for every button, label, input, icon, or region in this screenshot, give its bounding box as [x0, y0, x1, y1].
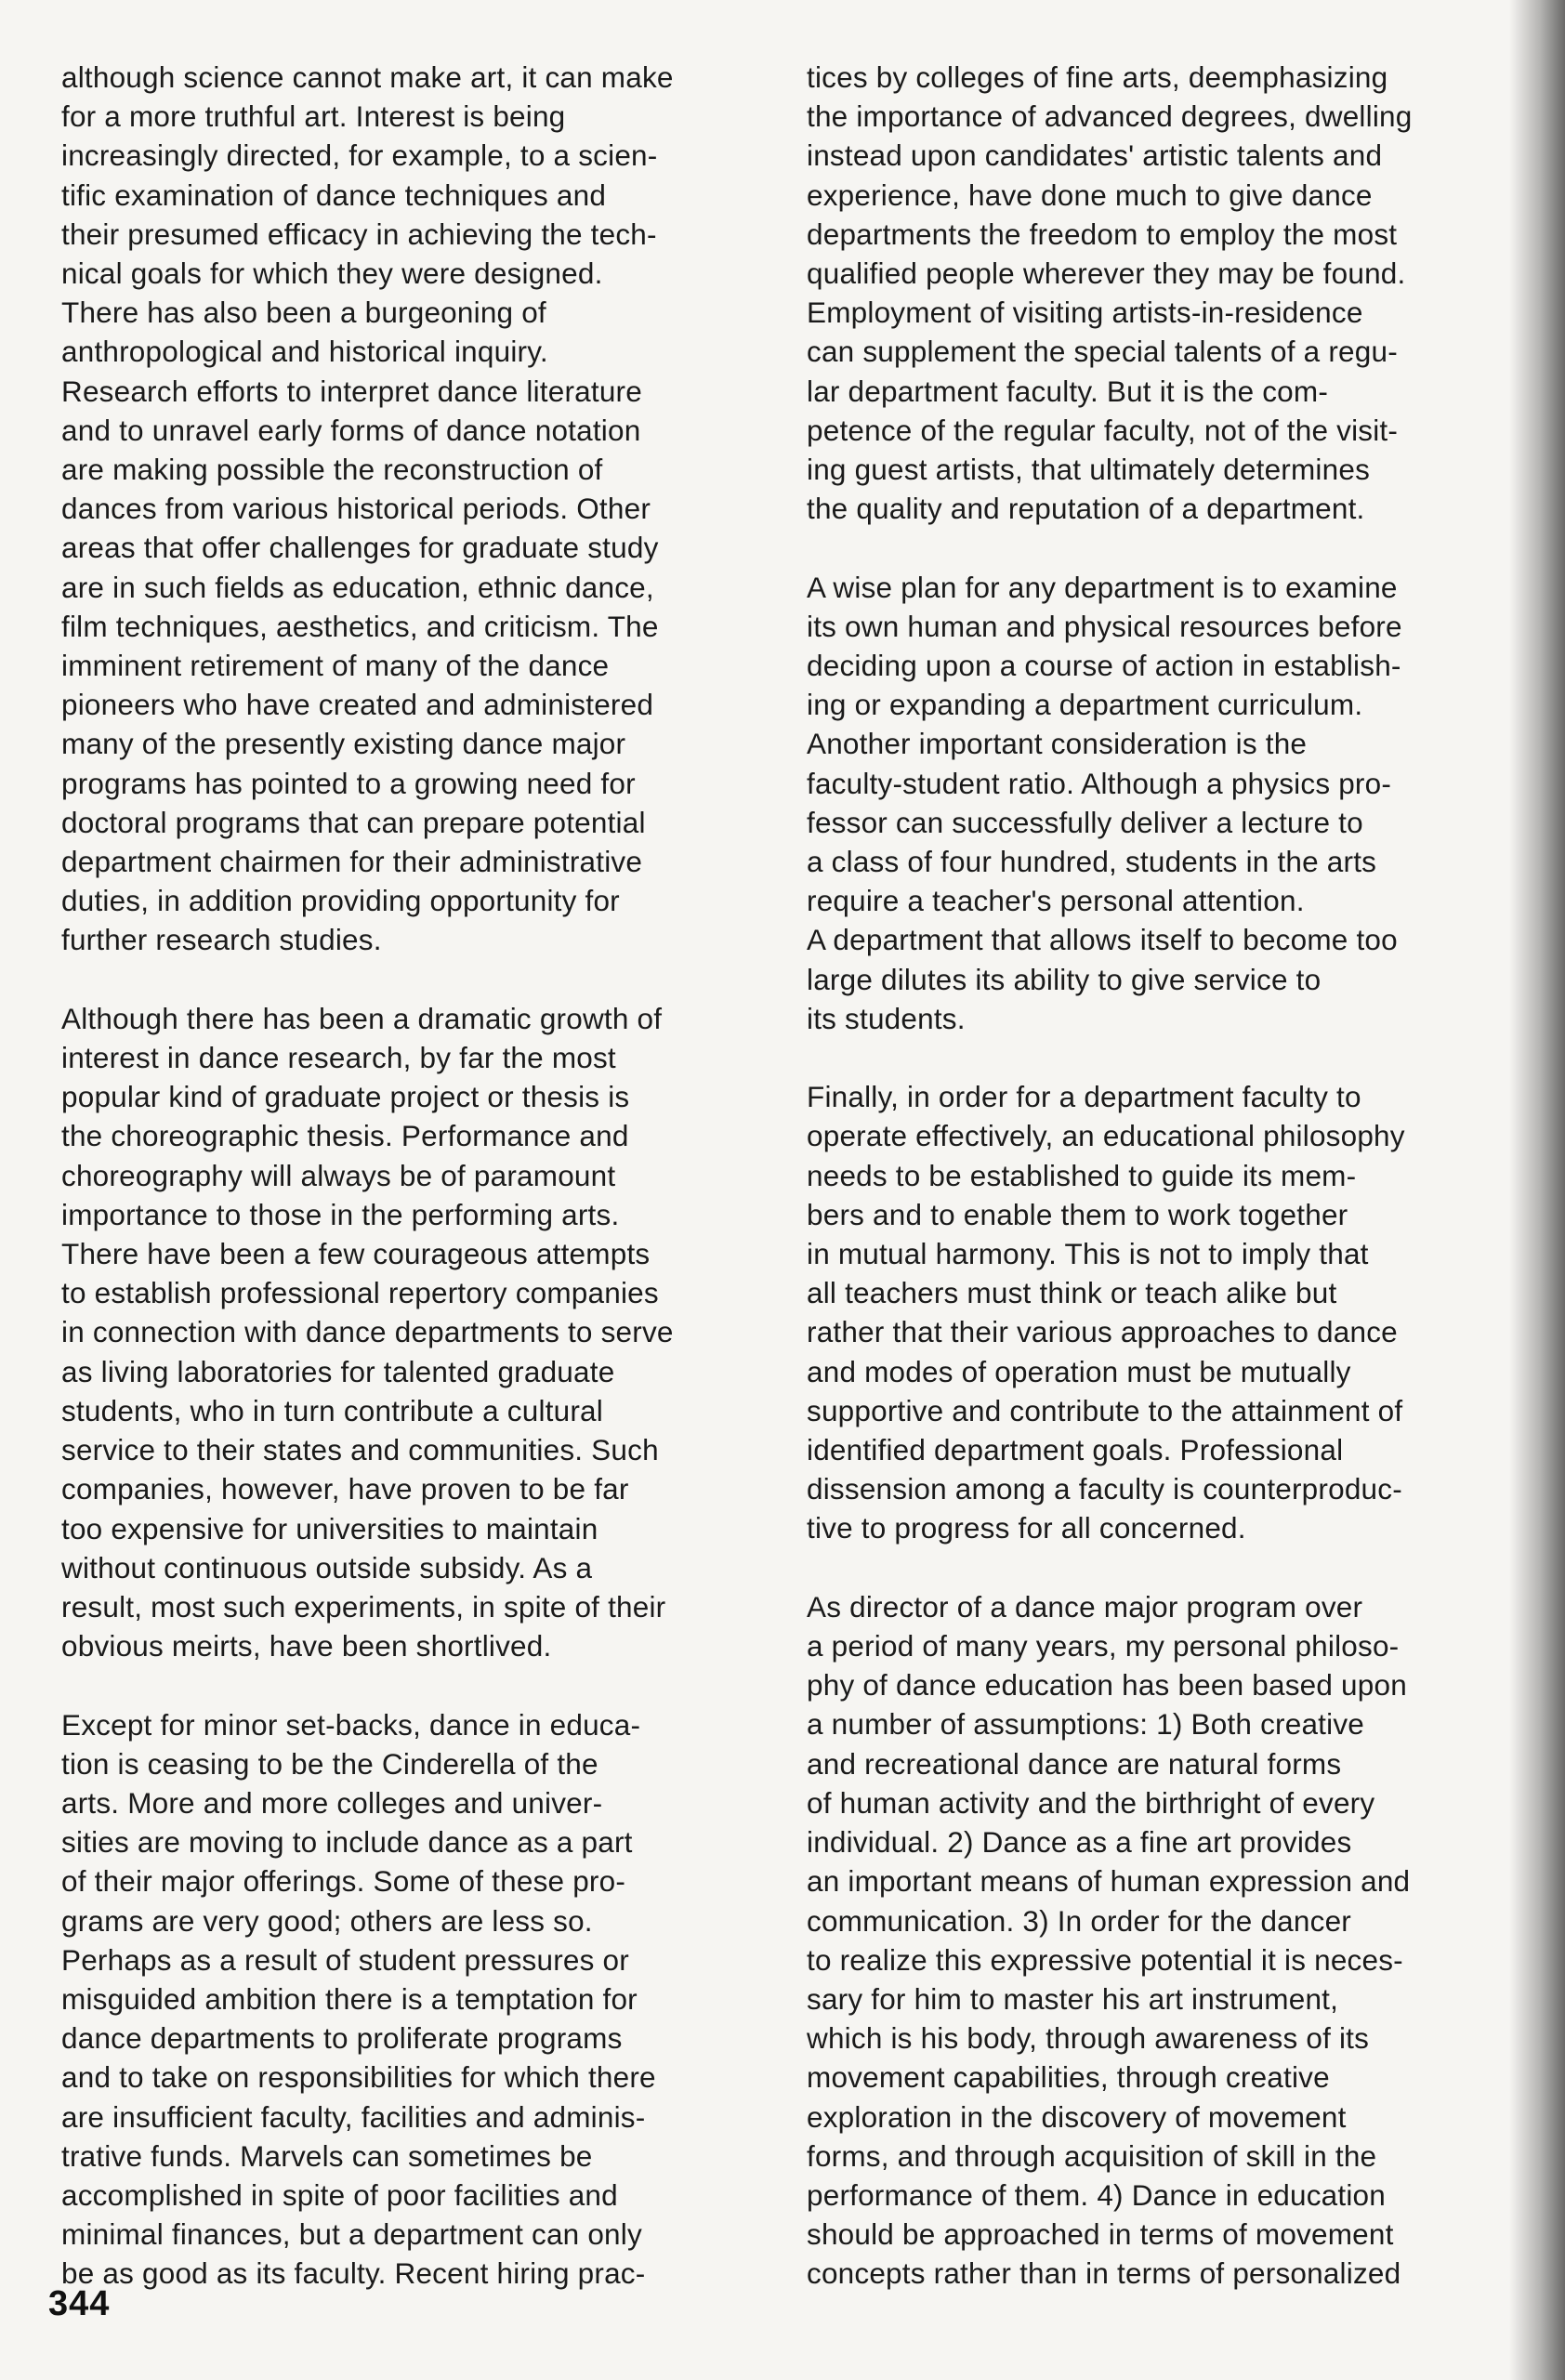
text-line: rather that their various approaches to dance [807, 1315, 1398, 1349]
text-line: large dilutes its ability to give service to [807, 962, 1322, 996]
text-line: result, most such experiments, in spite of their [61, 1589, 666, 1624]
text-line: operate effectively, an educational philosophy [807, 1119, 1405, 1153]
text-line: all teachers must think or teach alike but [807, 1276, 1337, 1310]
text-line: companies, however, have proven to be far [61, 1472, 629, 1506]
text-line: increasingly directed, for example, to a scien- [61, 138, 658, 173]
text-line: their presumed efficacy in achieving the tech- [61, 217, 657, 251]
text-line: its students. [807, 1001, 966, 1035]
text-line: and to take on responsibilities for which there [61, 2060, 656, 2095]
text-line: a number of assumptions: 1) Both creative [807, 1707, 1364, 1742]
text-line: forms, and through acquisition of skill in the [807, 2138, 1377, 2173]
paragraph-gap [807, 1548, 1550, 1587]
text-line: imminent retirement of many of the dance [61, 649, 610, 683]
text-line: can supplement the special talents of a regu- [807, 335, 1398, 369]
page-number: 344 [48, 2284, 111, 2323]
text-line: individual. 2) Dance as a fine art provides [807, 1825, 1352, 1860]
text-line: A wise plan for any department is to examine [807, 570, 1398, 604]
text-line: qualified people wherever they may be found. [807, 256, 1406, 291]
text-line: require a teacher's personal attention. [807, 884, 1305, 918]
text-line: As director of a dance major program over [807, 1589, 1363, 1624]
text-line: programs has pointed to a growing need for [61, 766, 636, 800]
text-line: to realize this expressive potential it is neces- [807, 1942, 1403, 1977]
text-line: for a more truthful art. Interest is being [61, 99, 566, 134]
paragraph-gap [61, 960, 786, 999]
text-line: Although there has been a dramatic growth of [61, 1001, 663, 1035]
text-line: areas that offer challenges for graduate study [61, 531, 659, 565]
paragraph-gap [61, 1665, 786, 1704]
text-line: tion is ceasing to be the Cinderella of the [61, 1746, 598, 1781]
text-line: in mutual harmony. This is not to imply that [807, 1237, 1369, 1271]
text-line: as living laboratories for talented graduate [61, 1354, 615, 1388]
text-line: Employment of visiting artists-in-residence [807, 296, 1363, 330]
text-line: an important means of human expression and [807, 1864, 1411, 1899]
paragraph [807, 1077, 1550, 1547]
text-line: doctoral programs that can prepare potential [61, 805, 646, 839]
text-line: Perhaps as a result of student pressures or [61, 1942, 629, 1977]
text-line: needs to be established to guide its mem- [807, 1158, 1357, 1192]
binding-edge-shadow [1509, 0, 1565, 2380]
text-line: service to their states and communities. Such [61, 1433, 659, 1467]
text-line: dissension among a faculty is counterproduc- [807, 1472, 1402, 1506]
text-line: instead upon candidates' artistic talents and [807, 138, 1383, 173]
text-line: deciding upon a course of action in establish- [807, 649, 1401, 683]
text-line: a class of four hundred, students in the arts [807, 845, 1377, 879]
text-line: dance departments to proliferate programs [61, 2021, 623, 2056]
text-line: without continuous outside subsidy. As a [61, 1550, 593, 1584]
text-line: bers and to enable them to work together [807, 1197, 1348, 1231]
text-line: department chairmen for their administrative [61, 845, 643, 879]
text-line: misguided ambition there is a temptation for [61, 1981, 638, 2016]
text-line: duties, in addition providing opportunity for [61, 884, 620, 918]
text-line: students, who in turn contribute a cultural [61, 1393, 603, 1427]
left-column [61, 58, 786, 2294]
text-line: Except for minor set-backs, dance in educa- [61, 1707, 641, 1742]
text-line: tific examination of dance techniques and [61, 178, 607, 212]
text-line: be as good as its faculty. Recent hiring prac- [61, 2256, 646, 2291]
text-line: grams are very good; others are less so. [61, 1903, 593, 1938]
text-line: and modes of operation must be mutually [807, 1354, 1351, 1388]
text-line: supportive and contribute to the attainment of [807, 1393, 1403, 1427]
text-line: minimal finances, but a department can only [61, 2217, 642, 2252]
text-line: performance of them. 4) Dance in education [807, 2177, 1386, 2212]
text-line: There has also been a burgeoning of [61, 296, 546, 330]
paragraph-gap [807, 528, 1550, 567]
text-line: are in such fields as education, ethnic dance, [61, 570, 654, 604]
text-line: of human activity and the birthright of every [807, 1785, 1375, 1820]
text-line: should be approached in terms of movement [807, 2217, 1394, 2252]
text-line: identified department goals. Professional [807, 1433, 1344, 1467]
paragraph [61, 1705, 786, 2294]
text-line: A department that allows itself to become too [807, 923, 1398, 957]
text-line: arts. More and more colleges and univer- [61, 1785, 603, 1820]
text-line: choreography will always be of paramount [61, 1158, 616, 1192]
text-line: Another important consideration is the [807, 727, 1308, 761]
text-line: experience, have done much to give dance [807, 178, 1373, 212]
text-line: a period of many years, my personal philoso- [807, 1629, 1400, 1663]
text-line: tive to progress for all concerned. [807, 1511, 1246, 1545]
text-line: further research studies. [61, 923, 382, 957]
text-line: and recreational dance are natural forms [807, 1746, 1342, 1781]
text-line: many of the presently existing dance major [61, 727, 626, 761]
text-line: concepts rather than in terms of personalized [807, 2256, 1401, 2291]
text-line: and to unravel early forms of dance notation [61, 413, 641, 447]
text-line: the choreographic thesis. Performance and [61, 1119, 629, 1153]
text-line: communication. 3) In order for the dancer [807, 1903, 1351, 1938]
text-line: obvious meirts, have been shortlived. [61, 1629, 552, 1663]
text-line: its own human and physical resources before [807, 609, 1402, 643]
text-line: phy of dance education has been based upon [807, 1668, 1407, 1703]
right-column [807, 58, 1550, 2294]
text-line: departments the freedom to employ the most [807, 217, 1398, 251]
text-line: ing guest artists, that ultimately determines [807, 453, 1371, 487]
text-line: tices by colleges of fine arts, deemphasizing [807, 60, 1388, 94]
paragraph [61, 999, 786, 1665]
text-line: to establish professional repertory companies [61, 1276, 659, 1310]
text-line: which is his body, through awareness of its [807, 2021, 1370, 2056]
text-line: popular kind of graduate project or thesis is [61, 1080, 630, 1114]
paragraph [807, 568, 1550, 1038]
text-line: nical goals for which they were designed. [61, 256, 603, 291]
text-line: the quality and reputation of a department. [807, 492, 1365, 526]
text-line: ing or expanding a department curriculum. [807, 688, 1363, 722]
text-line: film techniques, aesthetics, and criticism. The [61, 609, 659, 643]
paragraph [807, 1587, 1550, 2294]
text-line: exploration in the discovery of movement [807, 2099, 1347, 2134]
text-line: anthropological and historical inquiry. [61, 335, 548, 369]
text-line: pioneers who have created and administered [61, 688, 654, 722]
text-line: sary for him to master his art instrument, [807, 1981, 1339, 2016]
text-line: Research efforts to interpret dance literature [61, 374, 642, 408]
text-line: accomplished in spite of poor facilities and [61, 2177, 618, 2212]
text-line: interest in dance research, by far the most [61, 1041, 616, 1075]
text-line: too expensive for universities to maintain [61, 1511, 598, 1545]
text-line: petence of the regular faculty, not of the visit- [807, 413, 1399, 447]
text-line: Finally, in order for a department faculty to [807, 1080, 1361, 1114]
text-line: trative funds. Marvels can sometimes be [61, 2138, 593, 2173]
text-line: There have been a few courageous attempts [61, 1237, 651, 1271]
text-line: sities are moving to include dance as a part [61, 1825, 633, 1860]
paragraph [61, 58, 786, 960]
text-line: lar department faculty. But it is the com- [807, 374, 1329, 408]
text-line: dances from various historical periods. Other [61, 492, 651, 526]
paragraph [807, 58, 1550, 528]
text-line: fessor can successfully deliver a lecture to [807, 805, 1363, 839]
text-line: although science cannot make art, it can make [61, 60, 674, 94]
text-line: faculty-student ratio. Although a physics pro- [807, 766, 1392, 800]
text-line: of their major offerings. Some of these pro- [61, 1864, 626, 1899]
text-line: the importance of advanced degrees, dwelling [807, 99, 1413, 134]
text-line: movement capabilities, through creative [807, 2060, 1330, 2095]
text-line: importance to those in the performing arts. [61, 1197, 620, 1231]
paragraph-gap [807, 1038, 1550, 1077]
text-line: are insufficient faculty, facilities and adminis- [61, 2099, 646, 2134]
text-line: are making possible the reconstruction of [61, 453, 603, 487]
text-line: in connection with dance departments to serve [61, 1315, 674, 1349]
